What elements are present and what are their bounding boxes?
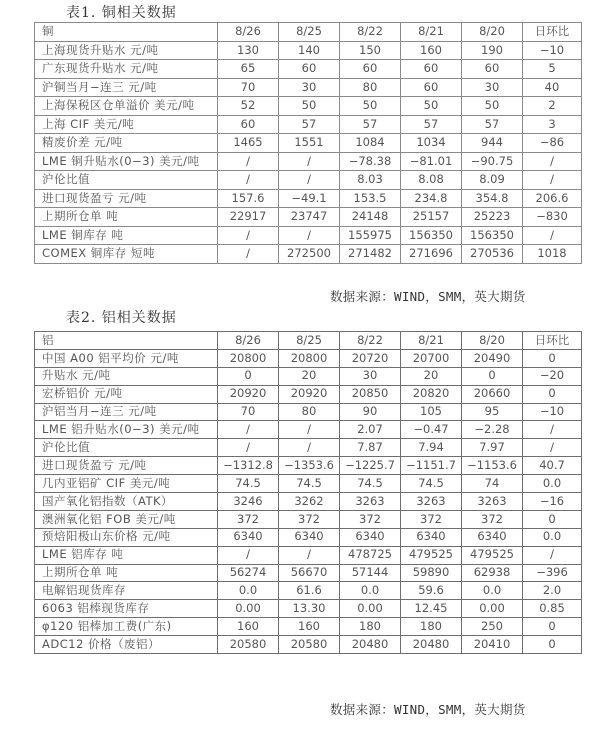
column-header-metal: 铜 bbox=[35, 23, 218, 42]
value-cell: 180 bbox=[401, 618, 462, 636]
table-row bbox=[35, 564, 582, 582]
table-row bbox=[35, 78, 582, 97]
value-cell: 20850 bbox=[340, 385, 401, 403]
value-cell: 157.6 bbox=[218, 189, 279, 208]
daily-change-cell: −16 bbox=[523, 493, 582, 511]
value-cell: 372 bbox=[462, 510, 523, 528]
value-cell: 0.00 bbox=[218, 600, 279, 618]
value-cell: 24148 bbox=[340, 208, 401, 227]
value-cell: / bbox=[218, 421, 279, 439]
value-cell: 7.87 bbox=[340, 439, 401, 457]
value-cell: 60 bbox=[279, 60, 340, 79]
table-row bbox=[35, 421, 582, 439]
row-label: ADC12 价格（废铝） bbox=[35, 636, 218, 654]
value-cell: 7.97 bbox=[462, 439, 523, 457]
value-cell: 8.09 bbox=[462, 171, 523, 190]
value-cell: 1465 bbox=[218, 134, 279, 153]
value-cell: 20580 bbox=[218, 636, 279, 654]
value-cell: / bbox=[218, 171, 279, 190]
value-cell: −1153.6 bbox=[462, 457, 523, 475]
row-label: 进口现货盈亏 元/吨 bbox=[35, 457, 218, 475]
column-header-metal: 铝 bbox=[35, 332, 218, 350]
value-cell: 20800 bbox=[279, 349, 340, 367]
value-cell: 270536 bbox=[462, 245, 523, 264]
value-cell: 61.6 bbox=[279, 582, 340, 600]
row-label: LME 铝库存 吨 bbox=[35, 546, 218, 564]
value-cell: 372 bbox=[340, 510, 401, 528]
value-cell: 60 bbox=[340, 60, 401, 79]
value-cell: 3263 bbox=[340, 493, 401, 511]
value-cell: / bbox=[279, 226, 340, 245]
value-cell: 57 bbox=[401, 115, 462, 134]
aluminum-data-source: 数据来源：WIND，SMM，英大期货 bbox=[330, 702, 526, 717]
value-cell: 2.07 bbox=[340, 421, 401, 439]
row-label: LME 铝升贴水(0−3) 美元/吨 bbox=[35, 421, 218, 439]
value-cell: / bbox=[218, 152, 279, 171]
value-cell: 156350 bbox=[401, 226, 462, 245]
value-cell: 65 bbox=[218, 60, 279, 79]
value-cell: / bbox=[218, 439, 279, 457]
copper-table-title: 表1. 铜相关数据 bbox=[66, 5, 177, 21]
value-cell: 479525 bbox=[462, 546, 523, 564]
daily-change-cell: 0.0 bbox=[523, 528, 582, 546]
daily-change-cell: 3 bbox=[523, 115, 582, 134]
row-label: LME 铜升贴水(0−3) 美元/吨 bbox=[35, 152, 218, 171]
value-cell: 354.8 bbox=[462, 189, 523, 208]
value-cell: 6340 bbox=[401, 528, 462, 546]
value-cell: 74.5 bbox=[401, 475, 462, 493]
value-cell: 74 bbox=[462, 475, 523, 493]
daily-change-cell: 5 bbox=[523, 60, 582, 79]
row-label: 上期所仓单 吨 bbox=[35, 208, 218, 227]
value-cell: 1034 bbox=[401, 134, 462, 153]
value-cell: 8.08 bbox=[401, 171, 462, 190]
row-label: LME 铜库存 吨 bbox=[35, 226, 218, 245]
value-cell: 50 bbox=[340, 97, 401, 116]
value-cell: −81.01 bbox=[401, 152, 462, 171]
value-cell: 20720 bbox=[340, 349, 401, 367]
daily-change-cell: −86 bbox=[523, 134, 582, 153]
value-cell: / bbox=[279, 152, 340, 171]
table-row bbox=[35, 385, 582, 403]
value-cell: 0.0 bbox=[218, 582, 279, 600]
value-cell: / bbox=[279, 421, 340, 439]
value-cell: 12.45 bbox=[401, 600, 462, 618]
value-cell: 150 bbox=[340, 41, 401, 60]
value-cell: 0.00 bbox=[462, 600, 523, 618]
row-label: 宏桥铝价 元/吨 bbox=[35, 385, 218, 403]
value-cell: 60 bbox=[401, 60, 462, 79]
daily-change-cell: / bbox=[523, 171, 582, 190]
row-label: 上海保税区仓单溢价 美元/吨 bbox=[35, 97, 218, 116]
copper-data-table bbox=[34, 22, 582, 264]
value-cell: 160 bbox=[279, 618, 340, 636]
row-label: 上期所仓单 吨 bbox=[35, 564, 218, 582]
value-cell: 234.8 bbox=[401, 189, 462, 208]
row-label: 上海 CIF 美元/吨 bbox=[35, 115, 218, 134]
daily-change-cell: −10 bbox=[523, 403, 582, 421]
daily-change-cell: 2 bbox=[523, 97, 582, 116]
table-row bbox=[35, 636, 582, 654]
value-cell: / bbox=[218, 546, 279, 564]
value-cell: 8.03 bbox=[340, 171, 401, 190]
table-row bbox=[35, 475, 582, 493]
column-header-daily-change: 日环比 bbox=[523, 23, 582, 42]
column-header-date: 8/20 bbox=[462, 23, 523, 42]
value-cell: 70 bbox=[218, 403, 279, 421]
value-cell: 57 bbox=[279, 115, 340, 134]
value-cell: 3263 bbox=[462, 493, 523, 511]
value-cell: 50 bbox=[401, 97, 462, 116]
value-cell: 1551 bbox=[279, 134, 340, 153]
value-cell: 20920 bbox=[218, 385, 279, 403]
value-cell: 140 bbox=[279, 41, 340, 60]
table-row bbox=[35, 493, 582, 511]
value-cell: 62938 bbox=[462, 564, 523, 582]
table-row bbox=[35, 134, 582, 153]
value-cell: −78.38 bbox=[340, 152, 401, 171]
value-cell: 20480 bbox=[340, 636, 401, 654]
value-cell: / bbox=[218, 245, 279, 264]
value-cell: 30 bbox=[462, 78, 523, 97]
value-cell: 20410 bbox=[462, 636, 523, 654]
value-cell: 59890 bbox=[401, 564, 462, 582]
value-cell: −49.1 bbox=[279, 189, 340, 208]
daily-change-cell: −20 bbox=[523, 367, 582, 385]
column-header-daily-change: 日环比 bbox=[523, 332, 582, 350]
value-cell: 105 bbox=[401, 403, 462, 421]
value-cell: 250 bbox=[462, 618, 523, 636]
table-row bbox=[35, 208, 582, 227]
row-label: 几内亚铝矿 CIF 美元/吨 bbox=[35, 475, 218, 493]
daily-change-cell: −830 bbox=[523, 208, 582, 227]
daily-change-cell: / bbox=[523, 421, 582, 439]
value-cell: 59.6 bbox=[401, 582, 462, 600]
value-cell: 156350 bbox=[462, 226, 523, 245]
value-cell: 56274 bbox=[218, 564, 279, 582]
value-cell: 50 bbox=[279, 97, 340, 116]
value-cell: 372 bbox=[401, 510, 462, 528]
value-cell: 479525 bbox=[401, 546, 462, 564]
value-cell: 272500 bbox=[279, 245, 340, 264]
daily-change-cell: 40 bbox=[523, 78, 582, 97]
column-header-date: 8/26 bbox=[218, 23, 279, 42]
value-cell: 0.0 bbox=[340, 582, 401, 600]
value-cell: 52 bbox=[218, 97, 279, 116]
value-cell: 6340 bbox=[218, 528, 279, 546]
value-cell: 372 bbox=[218, 510, 279, 528]
value-cell: 0 bbox=[462, 367, 523, 385]
daily-change-cell: −10 bbox=[523, 41, 582, 60]
row-label: 预焙阳极山东价格 元/吨 bbox=[35, 528, 218, 546]
value-cell: 23747 bbox=[279, 208, 340, 227]
value-cell: −1225.7 bbox=[340, 457, 401, 475]
value-cell: 271482 bbox=[340, 245, 401, 264]
table-row bbox=[35, 171, 582, 190]
value-cell: 30 bbox=[279, 78, 340, 97]
value-cell: 0 bbox=[218, 367, 279, 385]
value-cell: 25223 bbox=[462, 208, 523, 227]
row-label: 中国 A00 铝平均价 元/吨 bbox=[35, 349, 218, 367]
table-header-row bbox=[35, 332, 582, 350]
daily-change-cell: 40.7 bbox=[523, 457, 582, 475]
value-cell: 190 bbox=[462, 41, 523, 60]
value-cell: 95 bbox=[462, 403, 523, 421]
row-label: 进口现货盈亏 元/吨 bbox=[35, 189, 218, 208]
value-cell: 74.5 bbox=[279, 475, 340, 493]
table-row bbox=[35, 528, 582, 546]
table-row bbox=[35, 457, 582, 475]
copper-data-source: 数据来源：WIND，SMM，英大期货 bbox=[330, 289, 526, 304]
row-label: 国产氧化铝指数（ATK） bbox=[35, 493, 218, 511]
column-header-date: 8/25 bbox=[279, 23, 340, 42]
value-cell: 60 bbox=[218, 115, 279, 134]
value-cell: 130 bbox=[218, 41, 279, 60]
value-cell: −1151.7 bbox=[401, 457, 462, 475]
daily-change-cell: 0 bbox=[523, 636, 582, 654]
value-cell: 20580 bbox=[279, 636, 340, 654]
value-cell: 372 bbox=[279, 510, 340, 528]
table-row bbox=[35, 226, 582, 245]
aluminum-table-body bbox=[35, 332, 582, 654]
daily-change-cell: 2.0 bbox=[523, 582, 582, 600]
daily-change-cell: 206.6 bbox=[523, 189, 582, 208]
value-cell: 13.30 bbox=[279, 600, 340, 618]
value-cell: −0.47 bbox=[401, 421, 462, 439]
value-cell: 74.5 bbox=[218, 475, 279, 493]
value-cell: 3262 bbox=[279, 493, 340, 511]
value-cell: 180 bbox=[340, 618, 401, 636]
daily-change-cell: / bbox=[523, 226, 582, 245]
value-cell: 944 bbox=[462, 134, 523, 153]
value-cell: 3263 bbox=[401, 493, 462, 511]
value-cell: 6340 bbox=[340, 528, 401, 546]
value-cell: 6340 bbox=[279, 528, 340, 546]
value-cell: 20660 bbox=[462, 385, 523, 403]
row-label: φ120 铝棒加工费(广东) bbox=[35, 618, 218, 636]
value-cell: 80 bbox=[340, 78, 401, 97]
daily-change-cell: / bbox=[523, 152, 582, 171]
value-cell: 25157 bbox=[401, 208, 462, 227]
row-label: COMEX 铜库存 短吨 bbox=[35, 245, 218, 264]
table-row bbox=[35, 439, 582, 457]
value-cell: 160 bbox=[218, 618, 279, 636]
value-cell: 20490 bbox=[462, 349, 523, 367]
daily-change-cell: 0 bbox=[523, 349, 582, 367]
table-row bbox=[35, 60, 582, 79]
value-cell: 20480 bbox=[401, 636, 462, 654]
value-cell: / bbox=[279, 439, 340, 457]
daily-change-cell: 0 bbox=[523, 385, 582, 403]
table-row bbox=[35, 115, 582, 134]
table-row bbox=[35, 618, 582, 636]
value-cell: 20 bbox=[279, 367, 340, 385]
value-cell: 6340 bbox=[462, 528, 523, 546]
row-label: 沪铝当月−连三 元/吨 bbox=[35, 403, 218, 421]
daily-change-cell: / bbox=[523, 546, 582, 564]
daily-change-cell: 1018 bbox=[523, 245, 582, 264]
row-label: 澳洲氧化铝 FOB 美元/吨 bbox=[35, 510, 218, 528]
row-label: 6063 铝棒现货库存 bbox=[35, 600, 218, 618]
value-cell: 478725 bbox=[340, 546, 401, 564]
value-cell: −1353.6 bbox=[279, 457, 340, 475]
value-cell: / bbox=[279, 546, 340, 564]
value-cell: 3246 bbox=[218, 493, 279, 511]
column-header-date: 8/21 bbox=[401, 332, 462, 350]
value-cell: 56670 bbox=[279, 564, 340, 582]
value-cell: 57144 bbox=[340, 564, 401, 582]
table-header-row bbox=[35, 23, 582, 42]
value-cell: 22917 bbox=[218, 208, 279, 227]
daily-change-cell: / bbox=[523, 439, 582, 457]
column-header-date: 8/22 bbox=[340, 23, 401, 42]
value-cell: 20 bbox=[401, 367, 462, 385]
column-header-date: 8/26 bbox=[218, 332, 279, 350]
value-cell: 0.00 bbox=[340, 600, 401, 618]
row-label: 精废价差 元/吨 bbox=[35, 134, 218, 153]
aluminum-data-table bbox=[34, 331, 582, 654]
value-cell: 60 bbox=[401, 78, 462, 97]
row-label: 广东现货升贴水 元/吨 bbox=[35, 60, 218, 79]
value-cell: 0.0 bbox=[462, 582, 523, 600]
value-cell: 7.94 bbox=[401, 439, 462, 457]
value-cell: −2.28 bbox=[462, 421, 523, 439]
value-cell: 20920 bbox=[279, 385, 340, 403]
value-cell: −90.75 bbox=[462, 152, 523, 171]
value-cell: 80 bbox=[279, 403, 340, 421]
column-header-date: 8/21 bbox=[401, 23, 462, 42]
value-cell: 20700 bbox=[401, 349, 462, 367]
row-label: 沪铜当月−连三 元/吨 bbox=[35, 78, 218, 97]
value-cell: −1312.8 bbox=[218, 457, 279, 475]
value-cell: 153.5 bbox=[340, 189, 401, 208]
value-cell: 74.5 bbox=[340, 475, 401, 493]
table-row bbox=[35, 403, 582, 421]
table-row bbox=[35, 367, 582, 385]
column-header-date: 8/22 bbox=[340, 332, 401, 350]
daily-change-cell: −396 bbox=[523, 564, 582, 582]
table-row bbox=[35, 152, 582, 171]
row-label: 沪伦比值 bbox=[35, 439, 218, 457]
value-cell: 50 bbox=[462, 97, 523, 116]
table-row bbox=[35, 349, 582, 367]
value-cell: 20800 bbox=[218, 349, 279, 367]
row-label: 升贴水 元/吨 bbox=[35, 367, 218, 385]
table-row bbox=[35, 582, 582, 600]
daily-change-cell: 0 bbox=[523, 510, 582, 528]
daily-change-cell: 0.85 bbox=[523, 600, 582, 618]
table-row bbox=[35, 97, 582, 116]
table-row bbox=[35, 41, 582, 60]
aluminum-table-title: 表2. 铝相关数据 bbox=[66, 310, 177, 326]
table-row bbox=[35, 600, 582, 618]
value-cell: 60 bbox=[462, 60, 523, 79]
row-label: 沪伦比值 bbox=[35, 171, 218, 190]
daily-change-cell: 0.0 bbox=[523, 475, 582, 493]
row-label: 上海现货升贴水 元/吨 bbox=[35, 41, 218, 60]
value-cell: 57 bbox=[462, 115, 523, 134]
table-row bbox=[35, 189, 582, 208]
value-cell: 57 bbox=[340, 115, 401, 134]
value-cell: 271696 bbox=[401, 245, 462, 264]
value-cell: 70 bbox=[218, 78, 279, 97]
column-header-date: 8/20 bbox=[462, 332, 523, 350]
value-cell: 1084 bbox=[340, 134, 401, 153]
column-header-date: 8/25 bbox=[279, 332, 340, 350]
value-cell: 160 bbox=[401, 41, 462, 60]
row-label: 电解铝现货库存 bbox=[35, 582, 218, 600]
daily-change-cell: 0 bbox=[523, 618, 582, 636]
copper-table-body bbox=[35, 23, 582, 264]
value-cell: / bbox=[218, 226, 279, 245]
value-cell: / bbox=[279, 171, 340, 190]
value-cell: 90 bbox=[340, 403, 401, 421]
table-row bbox=[35, 245, 582, 264]
table-row bbox=[35, 510, 582, 528]
table-row bbox=[35, 546, 582, 564]
value-cell: 30 bbox=[340, 367, 401, 385]
value-cell: 20820 bbox=[401, 385, 462, 403]
value-cell: 155975 bbox=[340, 226, 401, 245]
